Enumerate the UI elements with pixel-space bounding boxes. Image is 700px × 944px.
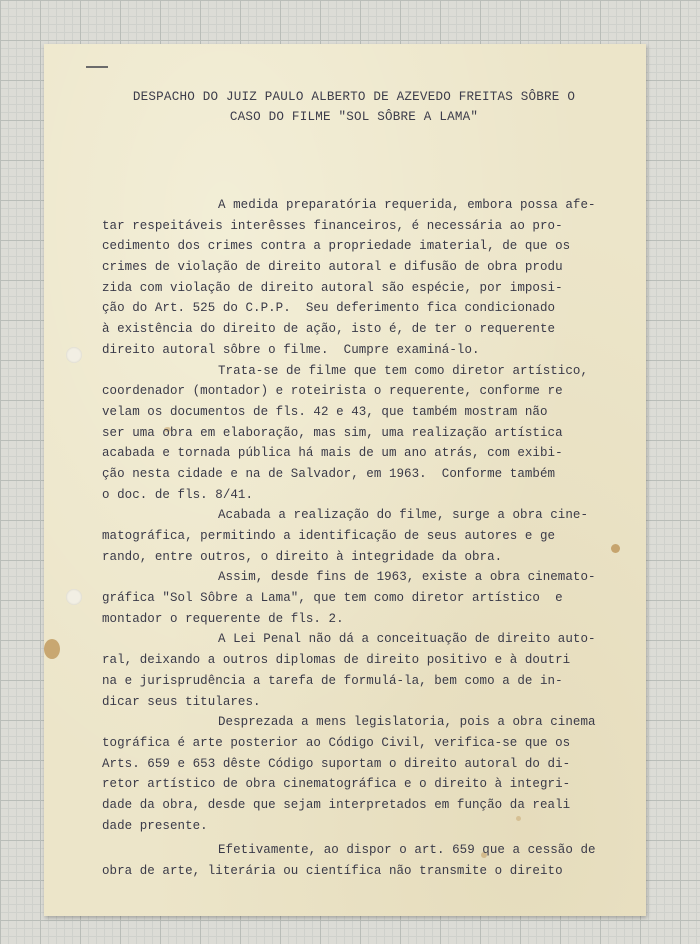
text-line: Acabada a realização do filme, surge a obra cine- (218, 508, 589, 523)
text-line: coordenador (montador) e roteirista o requerente, conforme re (102, 384, 563, 399)
text-line: na e jurisprudência a tarefa de formulá-la, bem como a de in- (102, 673, 563, 688)
text-line: Trata-se de filme que tem como diretor artístico, (218, 363, 589, 378)
punch-hole (66, 589, 82, 605)
text-line: Efetivamente, ao dispor o art. 659 que a cessão de (218, 843, 596, 858)
text-line: dicar seus titulares. (102, 694, 261, 709)
text-line: Desprezada a mens legislatoria, pois a obra cinema (218, 715, 596, 730)
document-title-line: DESPACHO DO JUIZ PAULO ALBERTO DE AZEVEDO FREITAS SÔBRE O (132, 90, 576, 104)
text-line: tográfica é arte posterior ao Código Civil, verifica-se que os (102, 735, 571, 750)
document-page (44, 44, 646, 916)
document-title-line: CASO DO FILME "SOL SÔBRE A LAMA" (229, 110, 479, 124)
text-line: Assim, desde fins de 1963, existe a obra cinemato- (218, 570, 596, 585)
text-line: o doc. de fls. 8/41. (102, 487, 254, 502)
pen-mark (86, 66, 108, 68)
stain (44, 639, 60, 659)
text-line: A Lei Penal não dá a conceituação de direito auto- (218, 632, 596, 647)
text-line: A medida preparatória requerida, embora possa afe- (218, 198, 596, 212)
text-line: rando, entre outros, o direito à integridade da obra. (102, 549, 503, 564)
text-line: acabada e tornada pública há mais de um ano atrás, com exibi- (102, 446, 563, 461)
text-line: dade da obra, desde que sejam interpretados em função da reali (102, 797, 571, 812)
text-line: cedimento dos crimes contra a propriedade imaterial, de que os (102, 239, 571, 254)
text-line: direito autoral sôbre o filme. Cumpre examiná-lo. (102, 342, 480, 357)
text-line: montador o requerente de fls. 2. (102, 611, 344, 626)
text-line: obra de arte, literária ou científica não transmite o direito (102, 864, 563, 878)
text-line: dade presente. (102, 818, 208, 833)
text-line: gráfica "Sol Sôbre a Lama", que tem como diretor artístico e (102, 591, 563, 606)
text-line: ser uma obra em elaboração, mas sim, uma realização artística (102, 425, 563, 440)
punch-hole (66, 347, 82, 363)
text-line: crimes de violação de direito autoral e difusão de obra produ (102, 260, 563, 275)
document-body (102, 195, 622, 882)
text-line: matográfica, permitindo a identificação de seus autores e ge (102, 529, 556, 543)
text-line: velam os documentos de fls. 42 e 43, que também mostram não (102, 404, 548, 419)
text-line: Arts. 659 e 653 dêste Código suportam o direito autoral do di- (102, 756, 571, 771)
text-line: ção do Art. 525 do C.P.P. Seu deferimento fica condicionado (102, 301, 556, 316)
text-line: à existência do direito de ação, isto é, de ter o requerente (102, 322, 556, 337)
text-line: ral, deixando a outros diplomas de direito positivo e à doutri (102, 653, 571, 668)
text-line: retor artístico de obra cinematográfica e o direito à integri- (102, 777, 571, 792)
text-line: zida com violação de direito autoral são espécie, por imposi- (102, 280, 563, 295)
text-line: tar respeitáveis interêsses financeiros, é necessária ao pro- (102, 218, 563, 233)
text-line: ção nesta cidade e na de Salvador, em 1963. Conforme também (102, 466, 556, 481)
